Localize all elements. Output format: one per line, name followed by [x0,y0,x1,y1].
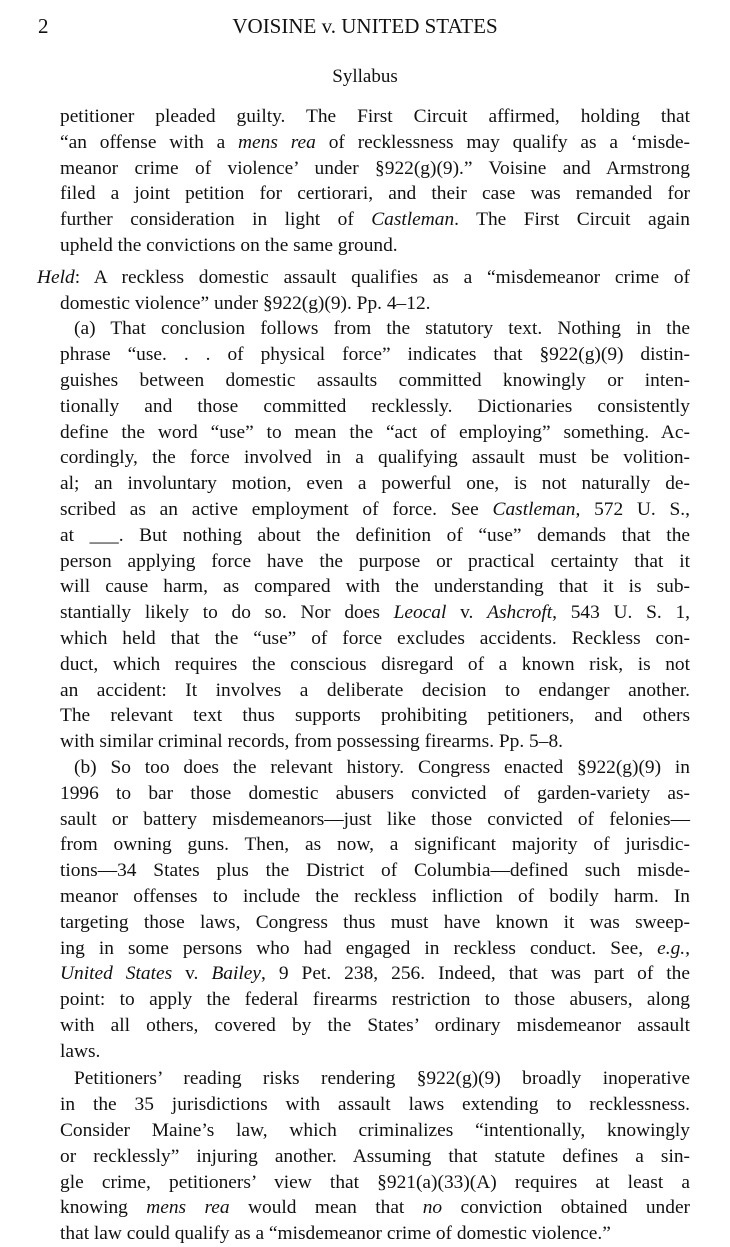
paragraph-procedural [60,104,690,259]
text-line: scribed as an active employment of force. See Castleman, 572 U. S., [60,498,690,520]
paragraph-held [37,265,690,317]
paragraph-b [60,755,690,1065]
text-line: gle crime, petitioners’ view that §921(a)(33)(A) requires at least a [60,1171,690,1193]
paragraph-a [60,316,690,755]
text-line: stantially likely to do so. Nor does Leocal v. Ashcroft, 543 U. S. 1, [60,602,690,624]
text-line: in the 35 jurisdictions with assault laws extending to recklessness. [60,1094,690,1116]
text-line: tions—34 States plus the District of Columbia—defined such misde- [60,860,690,882]
text-line: “an offense with a mens rea of recklessness may qualify as a ‘misde- [60,131,691,153]
text-line: laws. [60,1040,101,1062]
text-line: ing in some persons who had engaged in reckless conduct. See, e.g., [60,937,690,959]
text-line: will cause harm, as compared with the understanding that it is sub- [60,576,690,598]
text-line: meanor crime of violence’ under §922(g)(9).” Voisine and Armstrong [60,157,690,179]
text-line: tionally and those committed recklessly. Dictionaries consistently [60,395,690,417]
text-line: that law could qualify as a “misdemeanor crime of domestic violence.” [60,1223,611,1245]
text-line: cordingly, the force involved in a qualifying assault must be volition- [60,447,690,469]
text-line: (a) That conclusion follows from the statutory text. Nothing in the [74,318,690,340]
text-line: further consideration in light of Castleman. The First Circuit again [60,209,690,231]
text-line: guishes between domestic assaults committed knowingly or inten- [60,369,690,391]
running-head: VOISINE v. UNITED STATES [232,14,498,38]
paragraph-c [60,1066,690,1247]
text-line: The relevant text thus supports prohibiting petitioners, and others [60,705,690,727]
text-line: an accident: It involves a deliberate decision to endanger another. [60,679,690,701]
section-title: Syllabus [332,66,398,87]
text-line: domestic violence” under §922(g)(9). Pp. 4–12. [60,292,431,314]
text-line: phrase “use. . . of physical force” indicates that §922(g)(9) distin- [60,344,690,366]
text-line: 1996 to bar those domestic abusers convicted of garden-variety as- [60,782,690,804]
text-line: at ___. But nothing about the definition of “use” demands that the [60,524,690,546]
text-line: Petitioners’ reading risks rendering §922(g)(9) broadly inoperative [74,1068,690,1090]
page-number: 2 [38,14,49,38]
text-line: from owning guns. Then, as now, a significant majority of jurisdic- [60,834,690,856]
text-line: Consider Maine’s law, which criminalizes “intentionally, knowingly [60,1120,690,1142]
text-line: person applying force have the purpose or practical certainty that it [60,550,690,572]
text-line: define the word “use” to mean the “act of employing” something. Ac- [60,421,690,443]
text-line: meanor offenses to include the reckless infliction of bodily harm. In [60,885,690,907]
text-line: filed a joint petition for certiorari, and their case was remanded for [60,183,690,205]
text-line: United States v. Bailey, 9 Pet. 238, 256. Indeed, that was part of the [60,963,690,985]
text-line: which held that the “use” of force excludes accidents. Reckless con- [60,627,690,649]
text-line: targeting those laws, Congress thus must have known it was sweep- [60,911,690,933]
text-line: knowing mens rea would mean that no conviction obtained under [60,1197,691,1219]
text-line: Held: A reckless domestic assault qualifies as a “misdemeanor crime of [37,266,690,288]
text-line: (b) So too does the relevant history. Congress enacted §922(g)(9) in [74,756,690,778]
text-line: duct, which requires the conscious disregard of a known risk, is not [60,653,690,675]
text-line: point: to apply the federal firearms restriction to those abusers, along [60,989,690,1011]
text-line: with similar criminal records, from possessing firearms. Pp. 5–8. [60,731,563,753]
text-line: al; an involuntary motion, even a powerful one, is not naturally de- [60,473,690,495]
text-line: petitioner pleaded guilty. The First Circuit affirmed, holding that [60,106,690,127]
text-line: sault or battery misdemeanors—just like those convicted of felonies— [60,808,690,830]
text-line: with all others, covered by the States’ ordinary misdemeanor assault [60,1014,690,1036]
syllabus-body [37,104,691,1247]
text-line: or recklessly” injuring another. Assuming that statute defines a sin- [60,1145,690,1167]
text-line: upheld the convictions on the same ground. [60,234,398,256]
